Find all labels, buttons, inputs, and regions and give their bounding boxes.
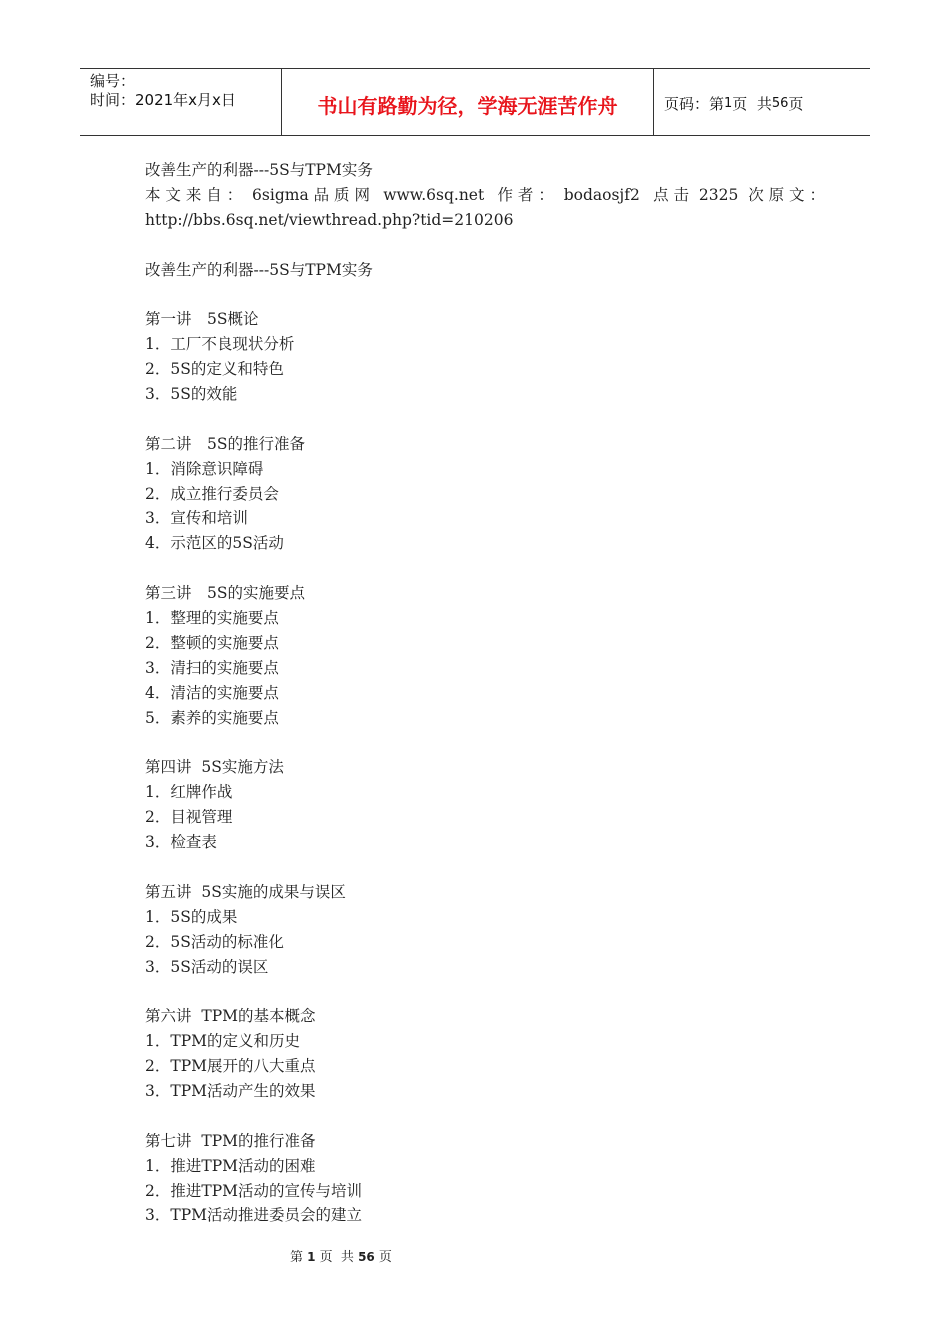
lecture-item: 2．目视管理 (145, 808, 233, 827)
lecture-item: 1．消除意识障碍 (145, 459, 264, 478)
lecture-item: 1．TPM的定义和历史 (145, 1032, 301, 1051)
lecture-item: 1．整理的实施要点 (145, 609, 279, 628)
footer-mid: 页 共 (319, 1250, 354, 1265)
blank-line (145, 556, 825, 581)
header-page-number (654, 69, 870, 135)
lecture-heading: 第五讲 5S实施的成果与误区 (145, 882, 346, 901)
page-header (80, 68, 870, 136)
page-suffix: 页 (788, 94, 804, 113)
document-title-repeat: 改善生产的利器---5S与TPM实务 (145, 260, 373, 279)
footer-suffix: 页 (378, 1250, 392, 1265)
document-title: 改善生产的利器---5S与TPM实务 (145, 161, 373, 179)
lecture-item: 2．5S活动的标准化 (145, 932, 284, 951)
source-line (145, 183, 825, 208)
footer-total: 56 (358, 1250, 375, 1264)
lecture-item: 1．红牌作战 (145, 783, 233, 802)
lecture-item: 3．检查表 (145, 833, 217, 852)
lecture-item: 1．工厂不良现状分析 (145, 335, 295, 354)
page-prefix: 页码：第 (664, 94, 725, 113)
page-mid: 页 共 (732, 94, 772, 113)
lecture-heading: 第四讲 5S实施方法 (145, 758, 284, 777)
page-total: 56 (771, 95, 789, 111)
source-site[interactable]: www.6sq.net (383, 185, 485, 204)
lecture-item: 3．5S活动的误区 (145, 957, 269, 976)
blank-line (145, 407, 825, 432)
lecture-heading: 第一讲 5S概论 (145, 310, 259, 329)
lecture-item: 2．整顿的实施要点 (145, 633, 279, 652)
blank-line (145, 1104, 825, 1129)
footer-current: 1 (307, 1250, 316, 1264)
lecture-item: 1．推进TPM活动的困难 (145, 1156, 316, 1175)
lecture-item: 4．示范区的5S活动 (145, 534, 284, 553)
lecture-item: 5．素养的实施要点 (145, 708, 279, 727)
lecture-item: 2．推进TPM活动的宣传与培训 (145, 1181, 363, 1200)
lecture-item: 2．成立推行委员会 (145, 484, 279, 503)
lecture-item: 2．TPM展开的八大重点 (145, 1057, 316, 1076)
lecture-item: 3．TPM活动推进委员会的建立 (145, 1206, 363, 1225)
source-clicks: 点 击 2325 次 原 文 ： (653, 185, 825, 204)
blank-line (145, 855, 825, 880)
header-info-cell (80, 69, 282, 135)
blank-line (145, 979, 825, 1004)
lecture-item: 3．宣传和培训 (145, 509, 248, 528)
page-current: 1 (724, 95, 733, 111)
header-motto: 书山有路勤为径，学海无涯苦作舟 (282, 69, 654, 135)
lecture-heading: 第六讲 TPM的基本概念 (145, 1007, 316, 1026)
blank-line (145, 730, 825, 755)
lecture-item: 4．清洁的实施要点 (145, 683, 279, 702)
lecture-list (145, 282, 825, 1228)
document-body (145, 158, 825, 1228)
serial-label: 编号： (90, 72, 136, 90)
page-footer (0, 1246, 950, 1265)
lecture-heading: 第三讲 5S的实施要点 (145, 584, 305, 603)
lecture-item: 2．5S的定义和特色 (145, 360, 284, 379)
blank-line (145, 233, 825, 258)
lecture-heading: 第七讲 TPM的推行准备 (145, 1131, 316, 1150)
time-label: 时间：2021年x月x日 (90, 91, 236, 109)
blank-line (145, 282, 825, 307)
lecture-item: 3．TPM活动产生的效果 (145, 1081, 316, 1100)
footer-prefix: 第 (290, 1250, 304, 1265)
lecture-heading: 第二讲 5S的推行准备 (145, 434, 305, 453)
lecture-item: 1．5S的成果 (145, 907, 238, 926)
source-url[interactable]: http://bbs.6sq.net/viewthread.php?tid=210206 (145, 210, 514, 229)
lecture-item: 3．清扫的实施要点 (145, 658, 279, 677)
source-from: 本 文 来 自 ： 6sigma 品 质 网 (145, 185, 370, 204)
source-author: 作 者 ： bodaosjf2 (497, 185, 640, 204)
lecture-item: 3．5S的效能 (145, 385, 238, 404)
